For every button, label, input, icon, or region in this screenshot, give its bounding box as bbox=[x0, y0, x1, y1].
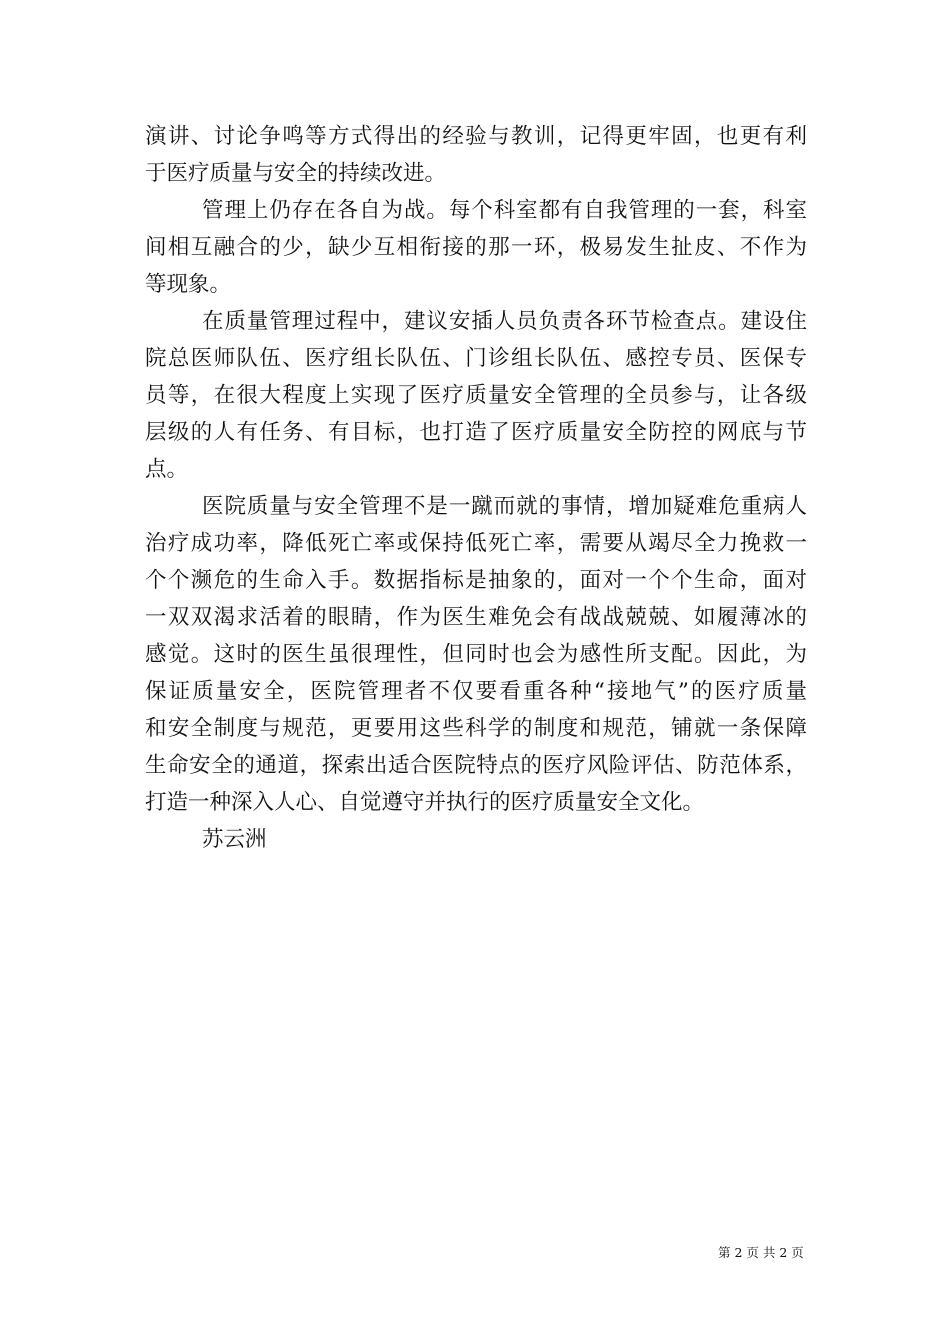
author-signature: 苏云洲 bbox=[202, 827, 267, 852]
text-line: 于医疗质量与安全的持续改进。 bbox=[145, 161, 447, 186]
text-line: 保证质量安全，医院管理者不仅要看重各种“接地气”的医疗质量 bbox=[145, 679, 807, 704]
text-line: 一双双渴求活着的眼睛，作为医生难免会有战战兢兢、如履薄冰的 bbox=[145, 605, 807, 630]
text-line: 演讲、讨论争鸣等方式得出的经验与教训，记得更牢固，也更有利 bbox=[145, 124, 807, 149]
text-line: 打造一种深入人心、自觉遵守并执行的医疗质量安全文化。 bbox=[145, 790, 705, 815]
text-line: 医院质量与安全管理不是一蹴而就的事情，增加疑难危重病人 bbox=[202, 494, 807, 519]
page-number: 第 2 页 共 2 页 bbox=[718, 1245, 804, 1260]
text-line: 院总医师队伍、医疗组长队伍、门诊组长队伍、感控专员、医保专 bbox=[145, 346, 807, 371]
text-line: 间相互融合的少，缺少互相衔接的那一环，极易发生扯皮、不作为 bbox=[145, 235, 807, 260]
text-line: 点。 bbox=[145, 457, 189, 482]
text-line: 层级的人有任务、有目标，也打造了医疗质量安全防控的网底与节 bbox=[145, 420, 807, 445]
document-body bbox=[145, 118, 807, 858]
text-line: 管理上仍存在各自为战。每个科室都有自我管理的一套，科室 bbox=[202, 198, 807, 223]
text-line: 等现象。 bbox=[145, 272, 232, 297]
text-line: 在质量管理过程中，建议安插人员负责各环节检查点。建设住 bbox=[202, 309, 807, 334]
text-line: 生命安全的通道，探索出适合医院特点的医疗风险评估、防范体系， bbox=[145, 753, 807, 778]
text-line: 治疗成功率，降低死亡率或保持低死亡率，需要从竭尽全力挽救一 bbox=[145, 531, 807, 556]
text-line: 和安全制度与规范，更要用这些科学的制度和规范，铺就一条保障 bbox=[145, 716, 807, 741]
text-line: 感觉。这时的医生虽很理性，但同时也会为感性所支配。因此，为 bbox=[145, 642, 807, 667]
text-line: 员等，在很大程度上实现了医疗质量安全管理的全员参与，让各级 bbox=[145, 383, 807, 408]
text-line: 个个濒危的生命入手。数据指标是抽象的，面对一个个生命，面对 bbox=[145, 568, 807, 593]
